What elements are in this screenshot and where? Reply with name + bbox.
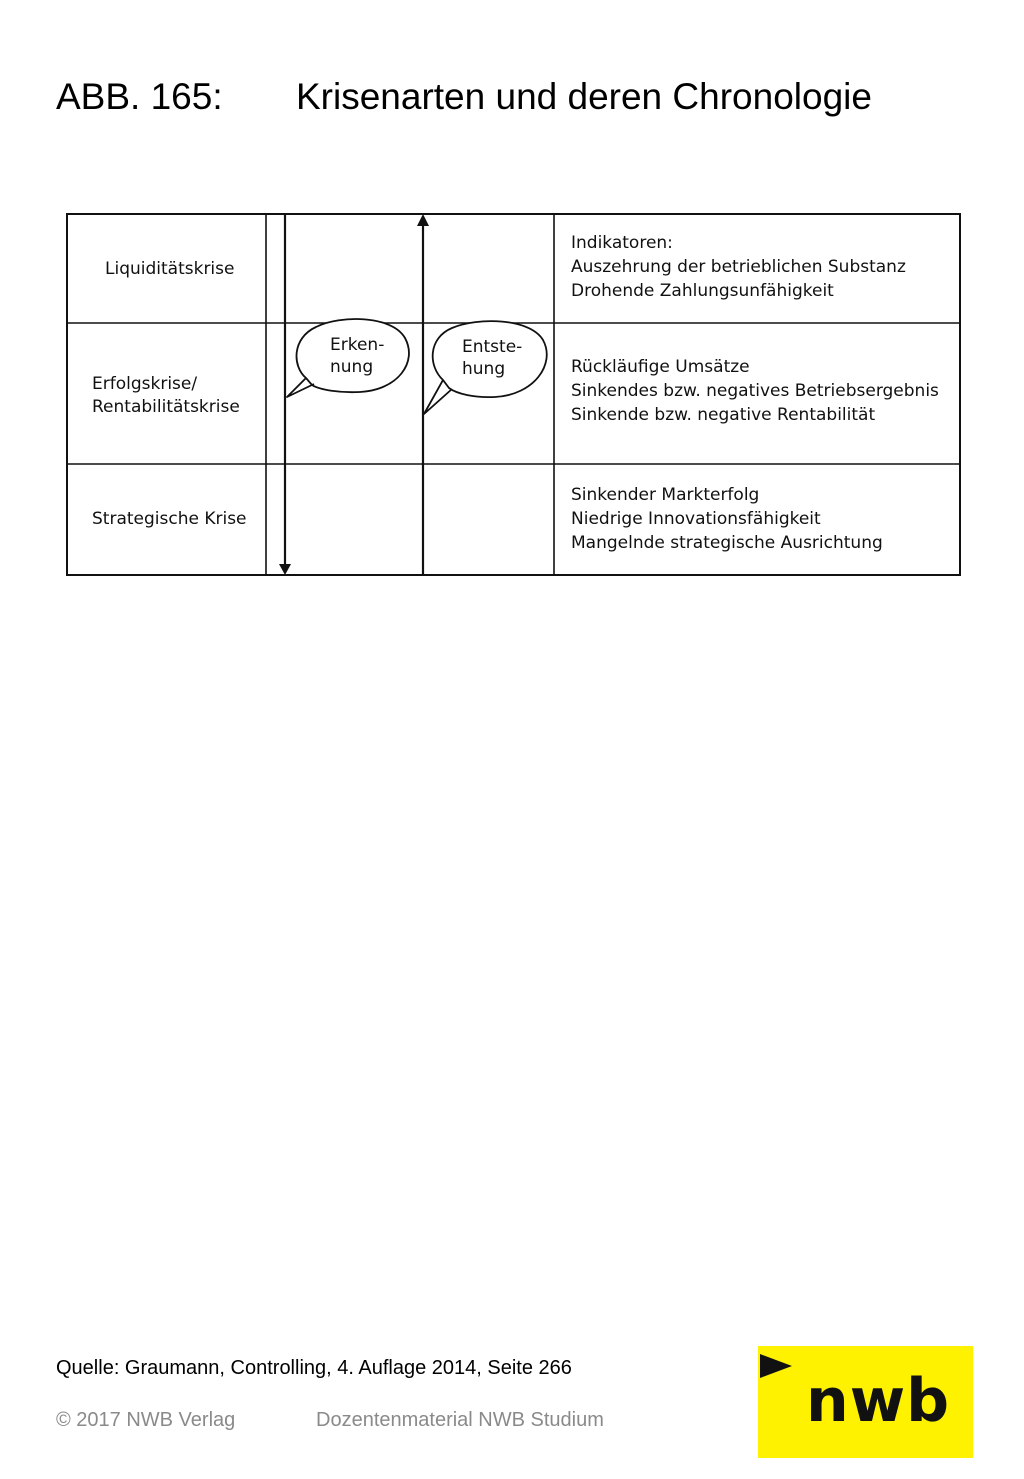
indicator-item: Mangelnde strategische Ausrichtung [571, 533, 883, 553]
figure-title-text: Krisenarten und deren Chronologie [296, 76, 872, 117]
play-triangle-icon [758, 1352, 798, 1382]
crisis-label-success [92, 373, 240, 419]
indicator-item: Rückläufige Umsätze [571, 357, 750, 377]
indicators-liquidity [571, 231, 906, 303]
bubble-text-line: nung [330, 357, 374, 377]
indicator-item: Sinkendes bzw. negatives Betriebsergebnis [571, 381, 939, 401]
recognition-arrowhead [279, 564, 291, 575]
emergence-bubble-text [462, 336, 522, 380]
crisis-label-strategic [92, 508, 247, 531]
nwb-logo [758, 1346, 973, 1458]
bubble-text-line: Entste- [462, 337, 523, 357]
material-text: Dozentenmaterial NWB Studium [316, 1409, 604, 1431]
crisis-label-line: Erfolgskrise/ [92, 374, 198, 394]
source-citation: Quelle: Graumann, Controlling, 4. Auflage 2014, Seite 266 [56, 1357, 572, 1379]
emergence-arrowhead [417, 214, 429, 226]
indicators-heading: Indikatoren: [571, 233, 673, 253]
indicator-item: Drohende Zahlungsunfähigkeit [571, 281, 834, 301]
indicator-item: Sinkende bzw. negative Rentabilität [571, 405, 876, 425]
indicator-item: Niedrige Innovationsfähigkeit [571, 509, 821, 529]
indicators-success [571, 355, 939, 427]
copyright-text: © 2017 NWB Verlag [56, 1409, 236, 1431]
crisis-label-liquidity [105, 258, 234, 281]
indicator-item: Sinkender Markterfolg [571, 485, 760, 505]
logo-text: nwb [806, 1366, 951, 1436]
bubble-text-line: Erken- [330, 335, 385, 355]
crisis-label-line: Rentabilitätskrise [92, 397, 240, 417]
indicator-item: Auszehrung der betrieblichen Substanz [571, 257, 906, 277]
recognition-bubble-text [330, 334, 384, 378]
crisis-label-line: Strategische Krise [92, 509, 247, 529]
crisis-label-line: Liquiditätskrise [105, 259, 235, 279]
figure-number: ABB. 165: [56, 76, 223, 117]
indicators-strategic [571, 483, 883, 555]
bubble-text-line: hung [462, 359, 506, 379]
